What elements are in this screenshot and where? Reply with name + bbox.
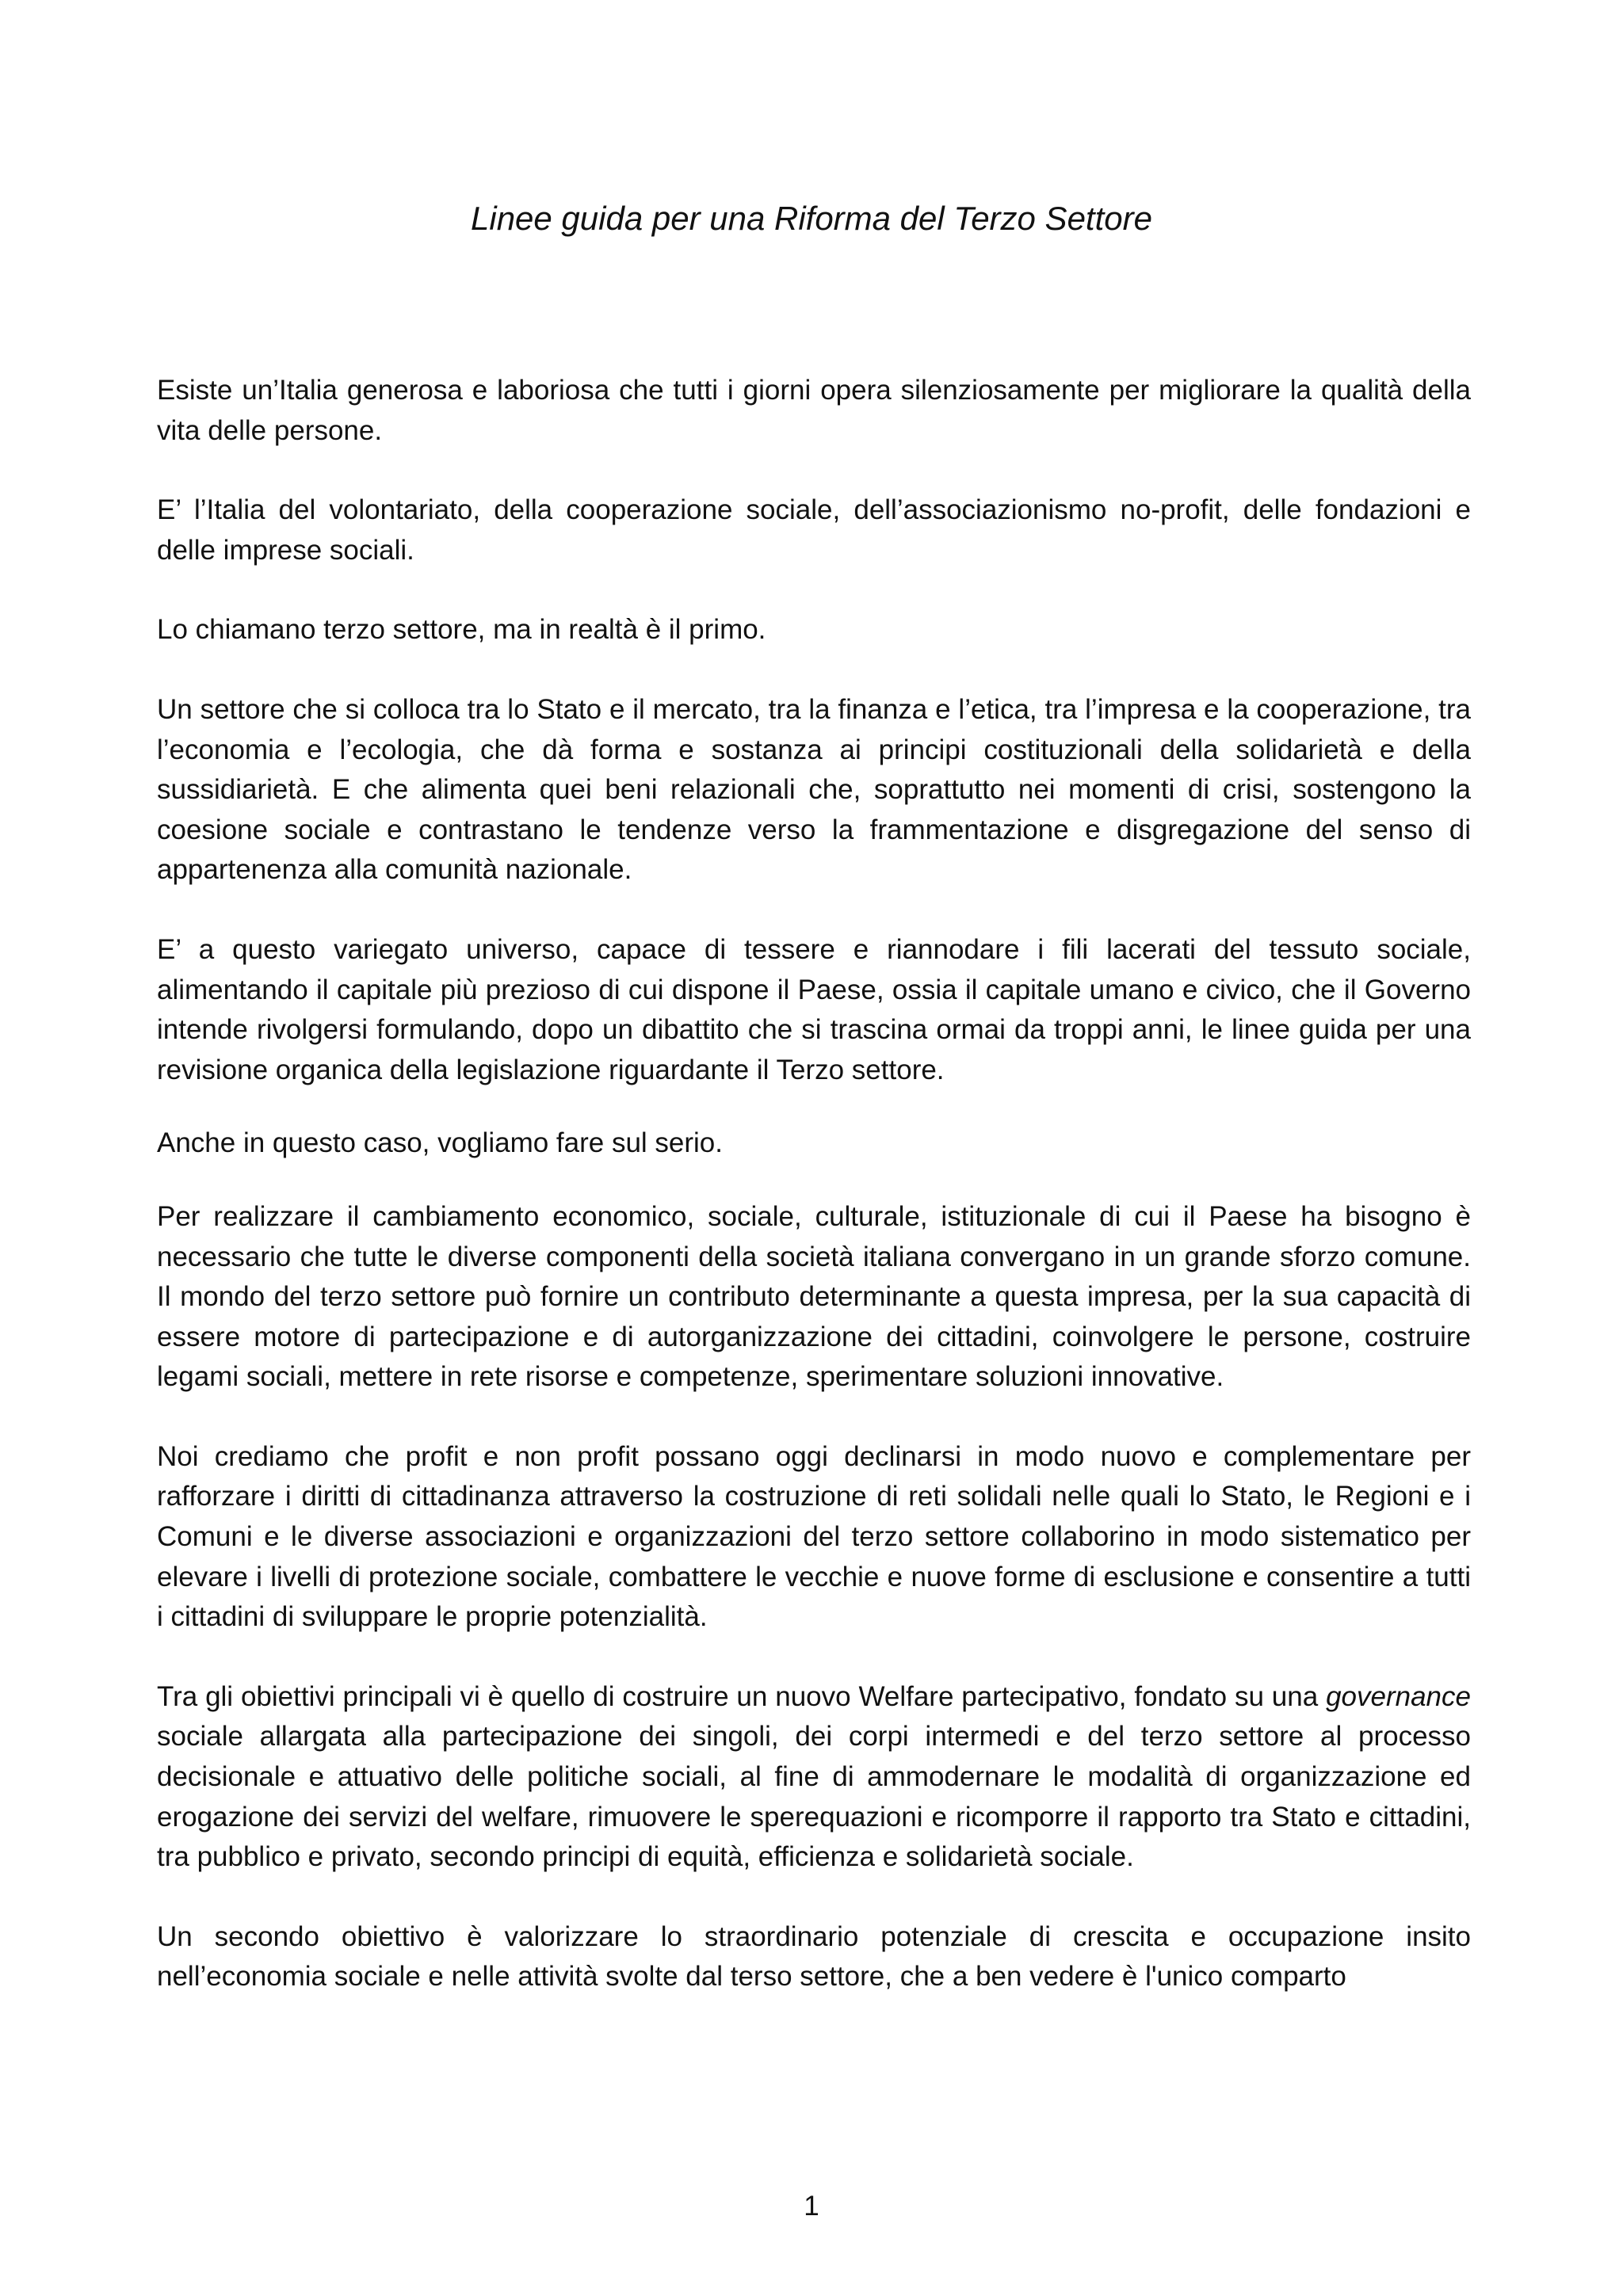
paragraph-1: Esiste un’Italia generosa e laboriosa che tutti i giorni opera silenziosamente per migliorare la qualità della vita delle persone. — [157, 375, 1471, 446]
paragraph-9-italic-term: governance — [1326, 1680, 1471, 1712]
paragraph-4: Un settore che si colloca tra lo Stato e il mercato, tra la finanza e l’etica, tra l’impresa e la cooperazione, tra l’economia e l’ecologia, che dà forma e sostanza ai principi costituzionali della solidarietà e della sussidiarietà. E che alimenta quei beni relazionali che, soprattutto nei momenti di crisi, sostengono la coesione sociale e contrastano le tendenze verso la frammentazione e disgregazione del senso di appartenenza alla comunità nazionale. — [157, 693, 1471, 886]
paragraph-3: Lo chiamano terzo settore, ma in realtà è il primo. — [157, 614, 766, 646]
document-title: Linee guida per una Riforma del Terzo Settore — [471, 200, 1152, 237]
paragraph-9 — [157, 1677, 1471, 1878]
paragraph-7: Per realizzare il cambiamento economico, sociale, culturale, istituzionale di cui il Paese ha bisogno è necessario che tutte le diverse componenti della società italiana convergano in un grande sforzo comune. Il mondo del terzo settore può fornire un contributo determinante a questa impresa, per la sua capacità di essere motore di partecipazione e di autorganizzazione dei cittadini, coinvolgere le persone, costruire legami sociali, mettere in rete risorse e competenze, sperimentare soluzioni innovative. — [157, 1200, 1471, 1393]
paragraph-2: E’ l’Italia del volontariato, della cooperazione sociale, dell’associazionismo no-profit, delle fondazioni e delle imprese sociali. — [157, 494, 1471, 566]
paragraph-9-part-1: Tra gli obiettivi principali vi è quello di costruire un nuovo Welfare partecipativo, fondato su una — [157, 1680, 1327, 1712]
paragraph-8: Noi crediamo che profit e non profit possano oggi declinarsi in modo nuovo e complementare per rafforzare i diritti di cittadinanza attraverso la costruzione di reti solidali nelle quali lo Stato, le Regioni e i Comuni e le diverse associazioni e organizzazioni del terzo settore collaborino in modo sistematico per elevare i livelli di protezione sociale, combattere le vecchie e nuove forme di esclusione e consentire a tutti i cittadini di sviluppare le proprie potenzialità. — [157, 1440, 1471, 1633]
paragraph-5: E’ a questo variegato universo, capace di tessere e riannodare i fili lacerati del tessuto sociale, alimentando il capitale più prezioso di cui dispone il Paese, ossia il capitale umano e civico, che il Governo intende rivolgersi formulando, dopo un dibattito che si trascina ormai da troppi anni, le linee guida per una revisione organica della legislazione riguardante il Terzo settore. — [157, 933, 1471, 1085]
document-body — [157, 371, 1471, 2037]
paragraph-9-part-2: sociale allargata alla partecipazione dei singoli, dei corpi intermedi e del terzo settore al processo decisionale e attuativo delle politiche sociali, al fine di ammodernare le modalità di organizzazione ed erogazione dei servizi del welfare, rimuovere le sperequazioni e ricomporre il rapporto tra Stato e cittadini, tra pubblico e privato, secondo principi di equità, efficienza e solidarietà sociale. — [157, 1721, 1471, 1873]
paragraph-6: Anche in questo caso, vogliamo fare sul serio. — [157, 1127, 723, 1159]
paragraph-10: Un secondo obiettivo è valorizzare lo straordinario potenziale di crescita e occupazione insito nell’economia sociale e nelle attività svolte dal terso settore, che a ben vedere è l'unico comparto — [157, 1920, 1471, 1993]
page-number: 1 — [804, 2191, 819, 2222]
